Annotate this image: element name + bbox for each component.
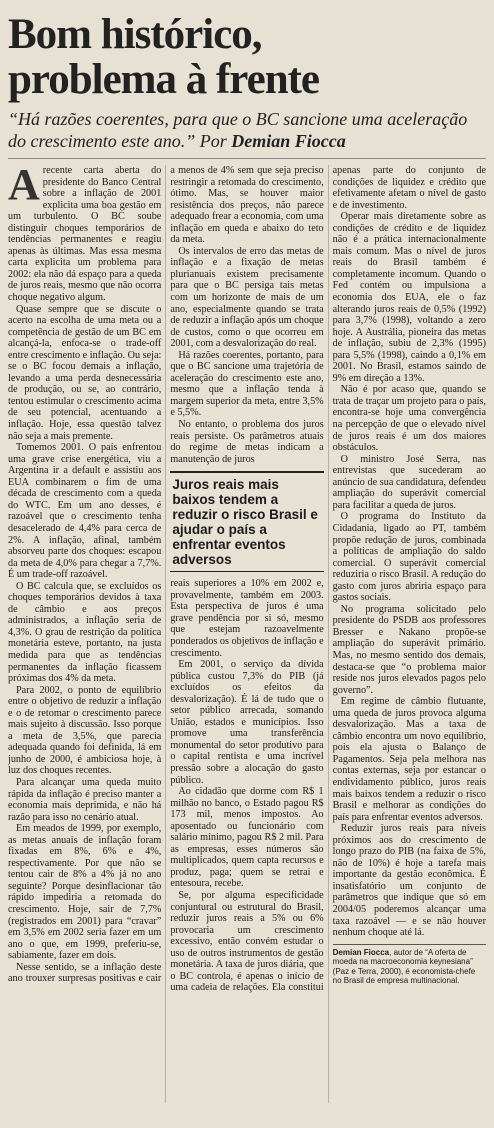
article-paragraph: Para 2002, o ponto de equilíbrio entre o objetivo de reduzir a inflação e o de retomar o crescimento parece mais sujeito à discussão. Isso porque a meta de 3,5%, que parecia adequada quando foi definida, lá em junho de 2000, é ambiciosa hoje, à luz dos choques recentes. (8, 684, 162, 777)
divider (8, 158, 486, 159)
drop-cap: A (8, 165, 40, 209)
article-paragraph: Reduzir juros reais para níveis próximos aos do crescimento de longo prazo do PIB (na faixa de 5%, não de 10%) é hoje a tarefa mais importante da gestão econômica. É insatisfatório um conjunto de parâmetros que indique que só em 2004/05 poderemos alcançar uma taxa razoável — e se não houver nenhum choque até lá. (332, 823, 486, 939)
headline (8, 0, 486, 102)
article-paragraph: Em 2001, o serviço da dívida pública custou 7,3% do PIB (já excluídos os efeitos da desvalorização). É lá de tudo que o setor público arrecada, somando União, estados e municípios. Isso promove uma transferência monumental do setor produtivo para o capital rentista e uma incrível pressão sobre a alocação do gasto público. (170, 659, 324, 786)
article-paragraph: Os intervalos de erro das metas de inflação e a fixação de metas plurianuais existem precisamente para que o BC persiga tais metas com um horizonte de mais de um ano, especialmente quando se trata de reduzir a inflação após um choque de custos, como o que ocorreu em 2001, com a desvalorização do real. (170, 245, 324, 350)
article-paragraph: Se, por alguma especificidade conjuntural ou estrutural do Brasil, reduzir juros reais a 5% ou 6% provocaria um crescimento excessivo, então convém estudar o uso de outros instrumentos de gestão monetária. A taxa de juros diária, que o BC controla, é apenas o início de uma cadeia de relações. Ela constitui apenas parte do conjunto de condições de liquidez e crédito que efetivamente afetam o nível de gasto e de investimento. (170, 165, 486, 994)
article-paragraph: Quase sempre que se discute o acerto na escolha de uma meta ou a competência de gestão de um BC em alcançá-la, enfoca-se o trade-off entre crescimento e inflação. Ou seja: se o BC focou demais a inflação, levando a uma perda desnecessária de produção, ou se, ao contrário, tentou estimular o crescimento acima de seu potencial, acentuando a inflação. Hoje, essa questão talvez não seja a mais premente. (8, 303, 162, 442)
article-paragraph: Em regime de câmbio flutuante, uma queda de juros provoca alguma desvalorização. Mas a taxa de câmbio encontra um novo equilíbrio, pois ela ajusta o Balanço de Pagamentos. Seja pela melhora nas contas externas, seja por estancar o endividamento público, juros reais mais baixos tendem a reduzir o risco Brasil e melhorar as condições do país para enfrentar eventos adversos. (332, 696, 486, 823)
article-paragraph: No entanto, o problema dos juros reais persiste. Os parâmetros atuais do regime de metas indicam a manutenção de juros (170, 419, 324, 465)
article-paragraph: O programa do Instituto da Cidadania, ligado ao PT, também propõe redução de juros, combinada a políticas de ampliação do saldo comercial. O superávit comercial reduziria o risco Brasil. A redução do gasto com juros abriria espaço para gastos sociais. (332, 511, 486, 604)
byline-author: Demian Fiocca (231, 131, 346, 151)
article-paragraph: Operar mais diretamente sobre as condições de crédito e de liquidez não é a prática internacionalmente mais comum. Mas o nível de juros reais do Brasil também é completamente incomum. Quando o Fed contém ou impulsiona a economia dos EUA, ele o faz alterando juros reais de 0,5% (1992) para 3,7% (1998), voltando a zero hoje. A Austrália, pioneira das metas de inflação, subiu de 2,3% (1995) para 5,5% (1998), caindo a 0,1% em 2001. No Brasil, estamos saindo de 9% em direção a 13%. (332, 211, 486, 384)
headline-line-1: Bom histórico, (8, 11, 262, 58)
author-bio (333, 944, 486, 986)
deck-quote: “Há razões coerentes, para que o BC sancione uma aceleração do crescimento este ano.” Por (8, 109, 468, 151)
article-paragraph: Para alcançar uma queda muito rápida da inflação é preciso manter a economia mais deprimida, e não há razão para isso no cenário atual. (8, 776, 162, 823)
article-paragraph: Arecente carta aberta do presidente do Banco Central sobre a inflação de 2001 explicita uma boa gestão em um turbulento. O BC soube distinguir choques temporários de tendências permanentes e reagiu apenas às últimas. Mas essa mesma carta explicita um problema para 2002: ela não dá espaço para a queda de juros reais, mesmo que não ocorra choque negativo algum. (8, 165, 162, 304)
article-paragraph: Em meados de 1999, por exemplo, as metas anuais de inflação foram fixadas em 8%, 6% e 4%, respectivamente. Por que não se tentou cair de 8% a 4% já no ano seguinte? Porque desinflacionar tão rápido impediria a retomada do crescimento. Hoje, sair de 7,7% (registrados em 2001) para “cravar” em 3,5% em 2002 seria fazer em um ano o que, em 1999, preferiu-se, sabiamente, fazer em dois. (8, 823, 162, 962)
article-paragraph: Não é por acaso que, quando se trata de traçar um projeto para o país, encontra-se hoje uma convergência na percepção de que o elevado nível de juros reais é um dos maiores obstáculos. (332, 384, 486, 454)
article-paragraph: reais superiores a 10% em 2002 e, provavelmente, também em 2003. Esta perspectiva de juros é uma grave pendência por si só, mesmo que estejam razoavelmente ponderados os objetivos de inflação e crescimento. (170, 578, 324, 659)
article-paragraph: Ao cidadão que dorme com R$ 1 milhão no banco, o Estado pagou R$ 173 mil, menos impostos. Ao aposentado ou funcionário com salário mínimo, pagou R$ 2 mil. Para as empresas, esses números são multiplicados, quem capta recursos e produz, paga; quem se retrai e entesoura, recebe. (170, 786, 324, 890)
headline-line-2: problema à frente (8, 56, 320, 103)
pull-quote: Juros reais mais baixos tendem a reduzir o risco Brasil e ajudar o país a enfrentar eventos adversos (170, 471, 323, 572)
article-body (8, 165, 486, 1103)
deck (8, 108, 486, 154)
article-paragraph: No programa solicitado pelo presidente do PSDB aos professores Bresser e Nakano propõe-se ampliação do superávit primário. Mas, no mesmo sentido dos demais, destaca-se que “o problema maior reside nos juros elevados pagos pelo governo”. (332, 603, 486, 696)
article-paragraph: Nesse sentido, se a inflação deste ano trouxer surpresas positivas e cair a menos de 4% sem que seja preciso restringir a retomada do crescimento, ótimo. Mas, se houver maior resistência dos preços, não parece adequado frear a economia, com uma inflação em queda e abaixo do teto da meta. (8, 165, 324, 985)
article-paragraph: Há razões coerentes, portanto, para que o BC sancione uma trajetória de aceleração do crescimento este ano, mesmo que a inflação tenda à margem superior da meta, entre 3,5% e 5,5%. (170, 349, 324, 419)
article-paragraph: Tomemos 2001. O país enfrentou uma grave crise energética, viu a Argentina ir a default e assistiu aos EUA combinarem o fim de uma década de crescimento com a queda do WTC. Em um ano desses, é razoável que o crescimento tenha desacelerado de 4,4% para cerca de 2%. A inflação, afinal, também absorveu parte dos choques: escapou da meta de 4,0% para chegar a 7,7%. É um trade-off razoável. (8, 442, 162, 581)
author-bio-name: Demian Fiocca (332, 947, 390, 957)
article-paragraph: O BC calcula que, se excluídos os choques temporários devidos à taxa de câmbio e aos preços administrados, a inflação seria de 4,3%. O grau de restrição da política monetária esteve, portanto, na justa medida para que as tendências permanentes da inflação ficassem próximas dos 4% da meta. (8, 580, 162, 685)
article-paragraph: O ministro José Serra, nas entrevistas que sucederam ao anúncio de sua candidatura, defendeu ampliação do superávit comercial para facilitar a queda de juros. (332, 453, 486, 511)
author-bio-text: , autor de “A oferta de moeda na macroeconomia keynesiana” (Paz e Terra, 2000), é economista-chefe no Brasil de empresa multinacional. (332, 947, 476, 986)
